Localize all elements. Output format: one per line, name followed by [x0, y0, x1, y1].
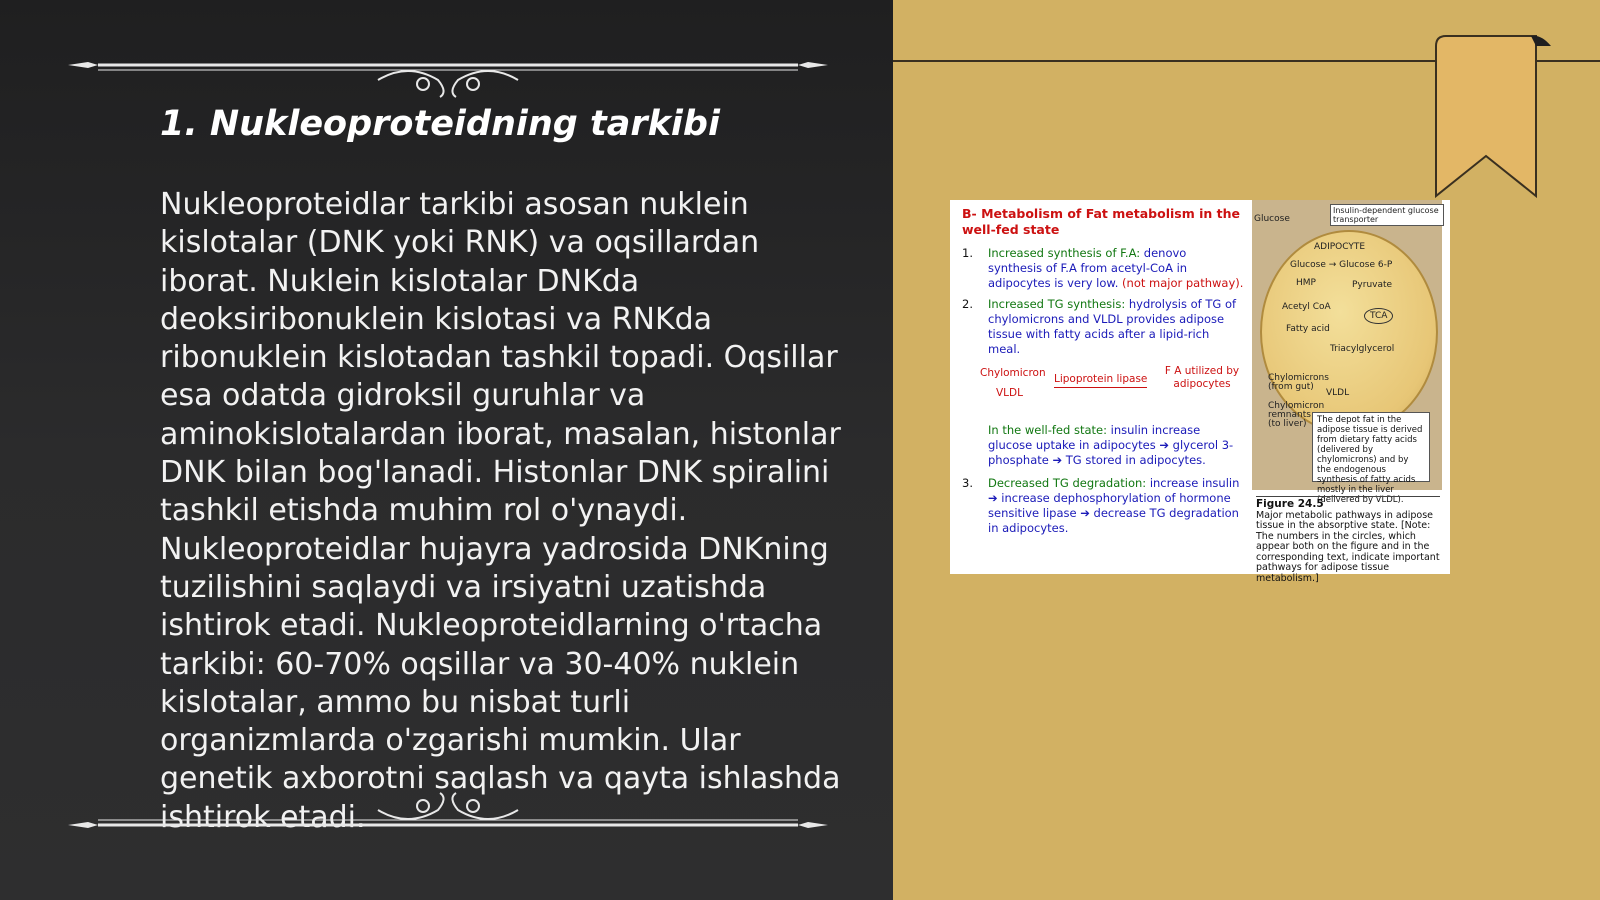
- well-fed-state-note: [988, 423, 1244, 468]
- transporter-label: Insulin-dependent glucose transporter: [1330, 204, 1444, 226]
- chylo-gut-label: Chylomicrons (from gut): [1268, 373, 1329, 392]
- vldl-cell-label: VLDL: [1326, 388, 1350, 398]
- figure-heading: B- Metabolism of Fat metabolism in the well-fed state: [962, 206, 1240, 237]
- item-lead: Increased synthesis of F.A:: [988, 246, 1141, 260]
- lipoprotein-lipase-diagram: [962, 363, 1244, 415]
- item-text: increase insulin ➔ increase dephosphorylation of hormone sensitive lipase ➔ decrease TG degradation in adipocytes.: [988, 476, 1240, 535]
- item-lead: Decreased TG degradation:: [988, 476, 1147, 490]
- adipocyte-label: ADIPOCYTE: [1314, 242, 1366, 252]
- slide-body-text: Nukleoproteidlar tarkibi asosan nuklein kislotalar (DNK yoki RNK) va oqsillardan iborat. Nuklein kislotalar DNKda deoksiribonuklein kislotasi va RNKda ribonuklein kislotadan tashkil topadi. Oqsillar esa odatda gidroksil guruhlar va aminokislotalardan iborat, masalan, histonlar DNK bilan bog'lanadi. Histonlar DNK spiralini tashkil etishda muhim rol o'ynaydi. Nukleoproteidlar hujayra yadrosida DNKning tuzilishini saqlaydi va irsiyatni uzatishda ishtirok etadi. Nukleoproteidlarning o'rtacha tarkibi: 60-70% oqsillar va 30-40% nuklein kislotalar, ammo bu nisbat turli organizmlarda o'zgarishi mumkin. Ular genetik axborotni saqlash va qayta ishlashda ishtirok etadi.: [160, 187, 841, 835]
- well-fed-lead: In the well-fed state:: [988, 423, 1107, 437]
- figure-item-1: [962, 246, 1244, 291]
- figure-item-2: [962, 297, 1244, 357]
- slide-title: 1. Nukleoproteidning tarkibi: [160, 104, 720, 144]
- triacylglycerol-label: Triacylglycerol: [1330, 344, 1395, 354]
- figure-item-3: [962, 476, 1244, 536]
- well-fed-text: insulin increase glucose uptake in adipocytes ➔ glycerol 3-phosphate ➔ TG stored in adipocytes.: [988, 423, 1234, 467]
- item-lead: Increased TG synthesis:: [988, 297, 1126, 311]
- item-text: hydrolysis of TG of chylomicrons and VLDL provides adipose tissue with fatty acids after a lipid-rich meal.: [988, 297, 1237, 356]
- item-number: 2.: [962, 297, 973, 311]
- fa-utilized-label: F A utilized by adipocytes: [1164, 365, 1240, 390]
- figure-caption: [1256, 496, 1440, 584]
- lipoprotein-lipase-label: Lipoprotein lipase: [1054, 373, 1147, 388]
- glucose-label: Glucose: [1254, 214, 1290, 224]
- vldl-label: VLDL: [996, 387, 1023, 399]
- item-number: 3.: [962, 476, 973, 490]
- fattyacid-label: Fatty acid: [1286, 324, 1330, 334]
- chylo-remnants-label: Chylomicron remnants (to liver): [1268, 401, 1325, 429]
- bottom-ornament-divider: [68, 790, 828, 840]
- item-number: 1.: [962, 246, 973, 260]
- tca-label: TCA: [1364, 308, 1393, 324]
- pyruvate-label: Pyruvate: [1352, 280, 1393, 290]
- top-ornament-divider: [68, 52, 828, 102]
- figure-text-column: [962, 206, 1244, 542]
- fat-metabolism-figure: [950, 200, 1450, 584]
- bookmark-ribbon-icon: [1436, 36, 1536, 196]
- glucose6p-label: Glucose → Glucose 6-P: [1290, 260, 1393, 270]
- caption-text: Major metabolic pathways in adipose tissue in the absorptive state. [Note: The numbers in the circles, which appear both on the figure and in the corresponding text, indicate important pathways for adipose tissue metabolism.]: [1256, 509, 1440, 584]
- depot-fat-note: The depot fat in the adipose tissue is derived from dietary fatty acids (delivered by chylomicrons) and by the endogenous synthesis of fatty acids mostly in the liver (delivered by VLDL).: [1312, 412, 1430, 482]
- item-text: denovo synthesis of F.A from acetyl-CoA in adipocytes is very low.: [988, 246, 1188, 290]
- item-note: (not major pathway).: [1118, 276, 1244, 290]
- hmp-label: HMP: [1296, 278, 1316, 288]
- acetylcoa-label: Acetyl CoA: [1282, 302, 1331, 312]
- chylomicron-label: Chylomicron: [980, 367, 1046, 379]
- caption-title: Figure 24.5: [1256, 498, 1324, 510]
